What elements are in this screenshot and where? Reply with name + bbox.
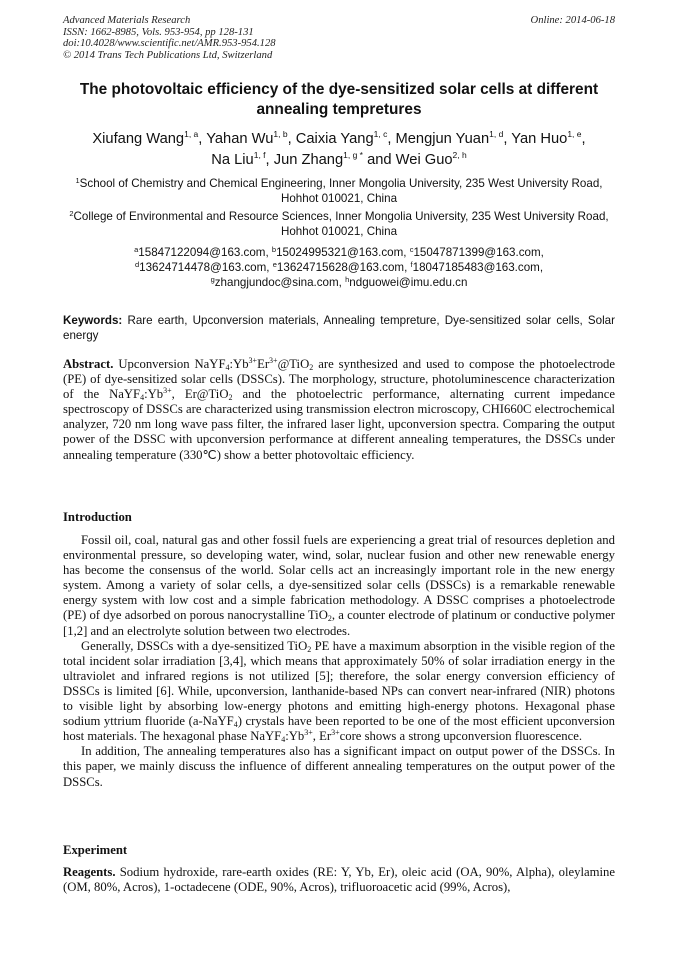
author-sep: , [287, 131, 296, 147]
email-sep: , [265, 246, 272, 259]
issn-line: ISSN: 1662-8985, Vols. 953-954, pp 128-131 [63, 26, 254, 38]
superscript: 3+ [304, 728, 313, 738]
intro-paragraph-1 [63, 533, 615, 639]
email-address[interactable]: 15024995321@163.com [276, 246, 404, 259]
subscript: 4 [140, 393, 145, 403]
author-name: Yahan Wu [206, 131, 274, 147]
email-address[interactable]: 13624714478@163.com [139, 261, 267, 274]
abstract-label: Abstract. [63, 357, 114, 371]
journal-header [63, 15, 615, 61]
section-heading-introduction: Introduction [63, 510, 132, 524]
intro-paragraph-2 [63, 639, 615, 745]
paragraph-text: :Yb [285, 729, 305, 744]
email-sep: , [540, 246, 544, 259]
reagents-paragraph [63, 865, 615, 895]
email-mark: g [210, 275, 215, 284]
paragraph-text: , Er [312, 729, 332, 744]
abstract [63, 357, 615, 463]
email-address[interactable]: ndguowei@imu.edu.cn [349, 276, 468, 289]
abstract-text: Upconversion NaYF [118, 357, 226, 371]
author-name: Na Liu [211, 151, 254, 168]
section-heading-experiment: Experiment [63, 843, 128, 857]
author-list [63, 129, 615, 170]
author-affil-mark: 1, d [489, 129, 504, 139]
affiliation-number: 1 [75, 176, 80, 185]
copyright-line: © 2014 Trans Tech Publications Ltd, Switzerland [63, 49, 273, 61]
author-name: Xiufang Wang [92, 131, 185, 147]
author-sep: and [363, 151, 396, 168]
subscript: 4 [233, 720, 238, 730]
reagents-label: Reagents. [63, 865, 116, 879]
superscript: 3+ [163, 386, 172, 396]
reagents-text: Sodium hydroxide, rare-earth oxides (RE: Y, Yb, Er), oleic acid (OA, 90%, Alpha), oleylamine (OM, 80%, Acros), 1-octadecene (ODE, 90%, Acros), trifluoroacetic acid (99%, Acros), [63, 865, 616, 895]
abstract-text: , Er@TiO [171, 387, 229, 402]
author-affil-mark: 1, c [373, 129, 388, 139]
author-name: Yan Huo [511, 131, 568, 147]
author-affil-mark: 2, h [452, 149, 467, 160]
paragraph-text: Generally, DSSCs with a dye-sensitized TiO [81, 638, 308, 653]
intro-paragraph-3: In addition, The annealing temperatures also has a significant impact on output power of the DSSCs. In this paper, we mainly discuss the influence of different annealing temperatures on the output power of the DSSCs. [63, 744, 615, 789]
affiliation-text: College of Environmental and Resource Sciences, Inner Mongolia University, 235 West University Road, Hohhot 010021, China [73, 210, 609, 238]
abstract-text: @TiO [277, 357, 310, 371]
subscript: 2 [228, 393, 233, 403]
author-affil-mark: 1, e [567, 129, 582, 139]
abstract-text: are synthesized and used to compose the photoelectrode (PE) of dye-sensitized solar cells (DSSCs). The morphology, structure, photoluminescence characterization of the NaYF [63, 357, 616, 402]
paragraph-text: PE have a maximum absorption in the visible region of the total incident solar irradiation [3,4], which means that approximately 50% of solar irradiation energy in the ultraviolet and infrared regions is not utilized [5]; therefore, the solar energy conversion efficiency of DSSCs is limited [6]. While, upconversion, lanthanide-based NPs can convert near-infrared (NIR) photons to visible light by absorbing low-energy photons and emitting high-energy photons. Hexagonal phase sodium yttrium fluoride (a-NaYF [63, 638, 615, 729]
author-name: Caixia Yang [295, 131, 374, 147]
author-affil-mark: 1, g * [343, 149, 363, 160]
subscript: 2 [307, 644, 312, 654]
journal-name: Advanced Materials Research [63, 15, 191, 26]
email-mark: c [409, 245, 414, 254]
subscript: 4 [225, 363, 230, 372]
paragraph-text: Fossil oil, coal, natural gas and other fossil fuels are experiencing a great trial of resources depletion and environmental pressure, so developing water, wind, solar, nuclear fusion and other new renewable energy has become the consensus of the world. Solar cells act an increasingly important role in the new energy system. Among a variety of solar cells, a dye-sensitized solar cells (DSSCs) is a remarkable renewable energy system with low cost and a simple fabrication methodology. A DSSC comprises a photoelectrode (PE) of dye adsorbed on porous nanocrystalline TiO [63, 533, 615, 623]
affiliation-number: 2 [69, 209, 74, 218]
author-name: Wei Guo [395, 151, 453, 168]
email-mark: e [272, 260, 277, 269]
online-date: Online: 2014-06-18 [530, 15, 615, 26]
email-list [63, 245, 615, 290]
keywords-text: Rare earth, Upconversion materials, Annealing tempreture, Dye-sensitized solar cells, Solar energy [63, 314, 615, 342]
affiliation-2 [63, 209, 615, 239]
author-sep: , [198, 131, 207, 147]
subscript: 2 [327, 614, 332, 624]
author-name: Mengjun Yuan [395, 131, 490, 147]
email-sep: , [539, 261, 544, 274]
author-sep: , [581, 131, 586, 147]
email-mark: a [134, 245, 139, 254]
superscript: 3+ [269, 356, 278, 365]
email-sep: , [403, 246, 410, 259]
author-sep: , [265, 151, 274, 168]
author-sep: , [503, 131, 512, 147]
paper-title: The photovoltaic efficiency of the dye-sensitized solar cells at different annealing tempretures [79, 81, 599, 118]
subscript: 2 [309, 363, 314, 372]
author-name: Jun Zhang [273, 151, 344, 168]
author-affil-mark: 1, b [273, 129, 288, 139]
email-address[interactable]: zhangjundoc@sina.com [214, 276, 339, 289]
email-address[interactable]: 13624715628@163.com [276, 261, 405, 274]
email-mark: h [345, 275, 350, 284]
keywords [63, 313, 615, 343]
abstract-text: :Yb [144, 387, 164, 402]
superscript: 3+ [331, 728, 340, 738]
email-sep: , [404, 261, 411, 274]
email-sep: , [338, 276, 346, 289]
email-sep: , [266, 261, 273, 274]
email-mark: d [134, 260, 140, 269]
email-address[interactable]: 18047185483@163.com [412, 261, 540, 274]
paragraph-text: ) crystals have been reported to be one of the most efficient upconversion host materials. The hexagonal phase NaYF [63, 714, 615, 744]
subscript: 4 [281, 735, 286, 745]
keywords-label: Keywords: [63, 314, 123, 327]
paragraph-text: , a counter electrode of platinum or conductive polymer [1,2] and an electrolyte solution between two electrodes. [63, 608, 615, 638]
introduction-body [63, 533, 615, 790]
doi-line: doi:10.4028/www.scientific.net/AMR.953-954.128 [63, 38, 276, 49]
email-address[interactable]: 15847122094@163.com [138, 246, 266, 259]
affiliation-1 [63, 176, 615, 206]
superscript: 3+ [248, 356, 258, 365]
email-address[interactable]: 15047871399@163.com [413, 246, 541, 259]
email-mark: f [410, 260, 413, 269]
email-mark: b [271, 245, 277, 254]
paragraph-text: core shows a strong upconversion fluorescence. [339, 729, 583, 744]
abstract-text: and the photoelectric performance, alternating current impedance spectroscopy of DSSCs are characterized using transmission electron microscopy, CHI660C electrochemical analyzer, 720 nm long wave pass filter, the infrared laser light, upconversion spectra. Comparing the output power of the DSSC with upconversion performance at different annealing temperatures, the DSSCs under annealing temperature (330℃) show a better photovoltaic efficiency. [63, 387, 616, 462]
author-sep: , [387, 131, 396, 147]
author-affil-mark: 1, a [184, 129, 199, 139]
abstract-text: :Yb [229, 357, 249, 371]
affiliation-text: School of Chemistry and Chemical Engineering, Inner Mongolia University, 235 West University Road, Hohhot 010021, China [79, 177, 603, 205]
abstract-text: Er [257, 357, 270, 371]
author-affil-mark: 1, f [253, 149, 266, 160]
